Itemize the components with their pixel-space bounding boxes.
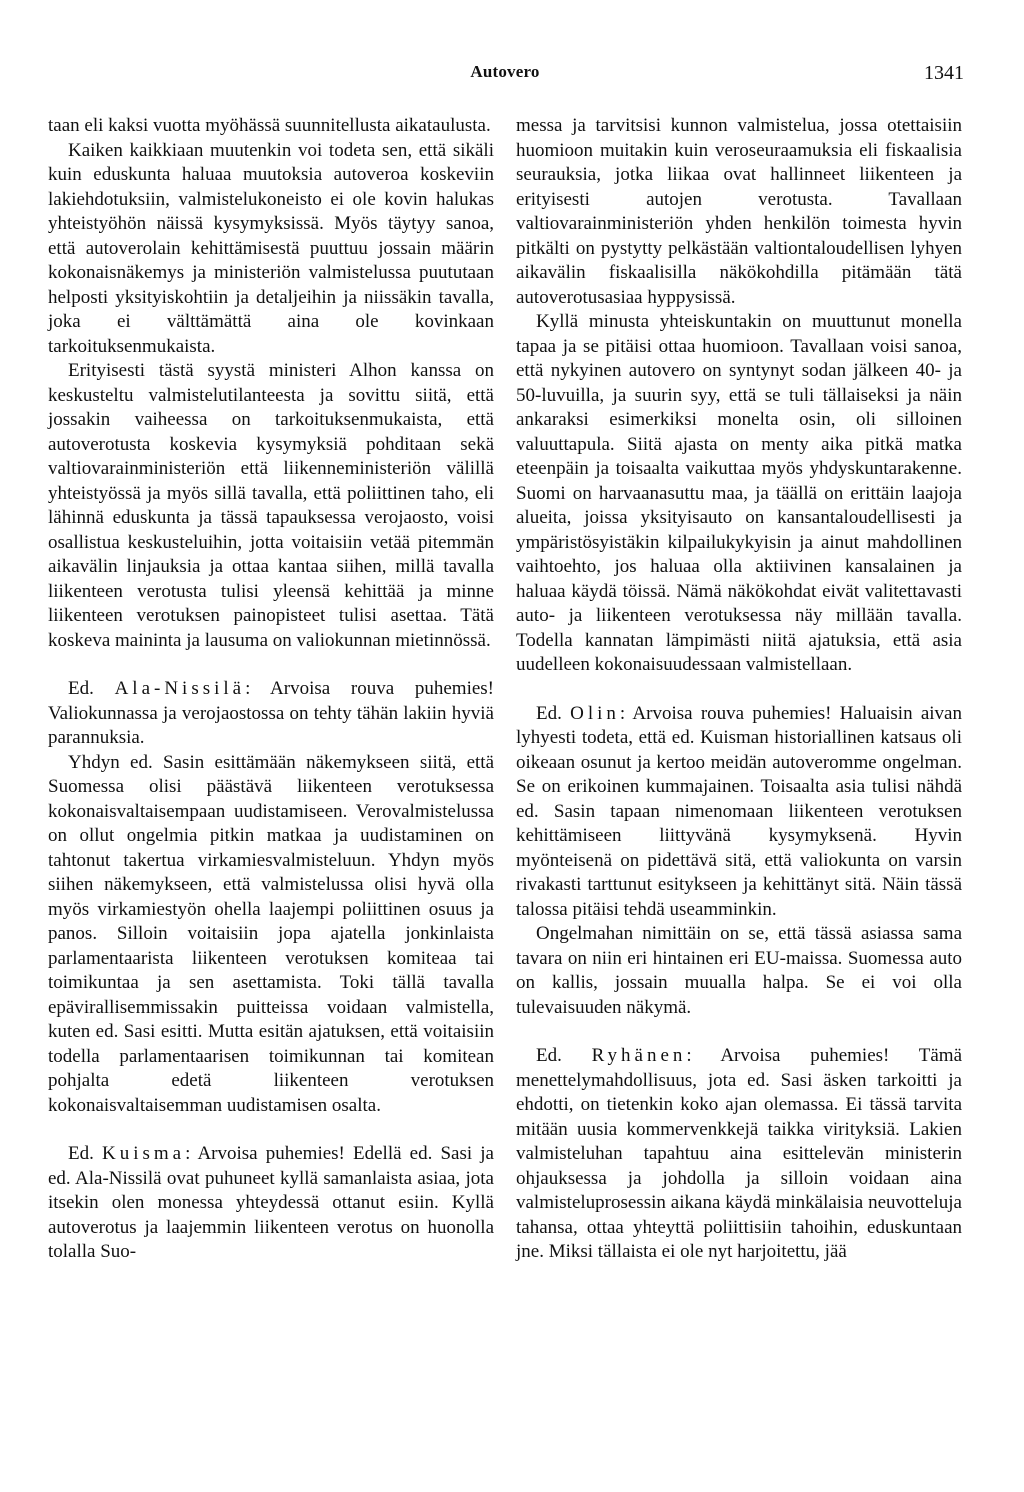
speaker-prefix: Ed. [68,678,115,699]
right-column [516,114,962,1265]
page-header [46,62,964,90]
paragraph: Erityisesti tästä syystä ministeri Alhon kanssa on keskusteltu valmistelutilanteesta ja sovittu siitä, että jossakin vaiheessa on tarkoituksenmukaista, että autoverotusta koskevia kysymyksiä pohditaan sekä valtiovarainministeriön että liikenneministeriön välillä yhteistyössä ja myös sillä tavalla, että poliittinen taho, eli lähinnä eduskunta ja tässä tapauksessa verojaosto, voisi osallistua keskusteluihin, jotta voitaisiin vetää pitemmän aikavälin linjauksia ja ottaa kantaa siihen, millä tavalla liikenteen verotusta tulisi yleensä kehittää ja minne liikenteen verotuksen painopisteet tulisi asettaa. Tätä koskeva maininta ja lausuma on valiokunnan mietinnössä. [48,360,494,651]
speaker-name: Ryhänen [591,1045,687,1066]
page-number: 1341 [924,62,964,84]
speaker-prefix: Ed. [68,1143,102,1164]
paragraph: Ongelmahan nimittäin on se, että tässä asiassa sama tavara on niin eri hintainen eri EU-maissa. Suomessa auto on kallis, jossain muualla halpa. Se ei voi olla tulevaisuuden näkymä. [516,923,962,1018]
paragraph: messa ja tarvitsisi kunnon valmistelua, jossa otettaisiin huomioon muitakin kuin veroseuraamuksia eli fiskaalisia seurauksia, jotka liikaa ovat hallinneet liikenteen ja erityisesti autojen verotusta. Tavallaan valtiovarainministeriön yhden henkilön toimesta hyvin pitkälti on pystytty pelkästään valtiontaloudellisen lyhyen aikavälin fiskaalisilla näkökohdilla pitämään tätä autoverotusasiaa hyppysissä. [516,115,962,308]
speech-olin [516,702,962,923]
speech-kuisma [48,1142,494,1265]
paragraph: Kyllä minusta yhteiskuntakin on muuttunut monella tapaa ja se pitäisi ottaa huomioon. Tavallaan voisi sanoa, että nykyinen autovero on syntynyt sodan jälkeen 40- ja 50-luvuilla, ja suurin syy, että se tuli tällaiseksi ja näin ankaraksi esimerkiksi monelta osin, oli silloinen valuuttapula. Siitä ajasta on menty aika pitkä matka eteenpäin ja toisaalta vaikuttaa myös yhdyskuntarakenne. Suomi on harvaanasuttu maa, ja täällä on erittäin laajoja alueita, joissa yksityisauto on kansantaloudellisesti ja ympäristösyistäkin kilpailukykyisin ja ainut mahdollinen vaihtoehto, jos haluaa olla aktiivinen kansalainen ja haluaa käydä töissä. Nämä näkökohdat eivät valitettavasti auto- ja liikenteen verotuksessa näy millään tavalla. Todella kannatan lämpimästi niitä ajatuksia, että asia uudelleen kokonaisuudessaan valmistellaan. [516,311,962,675]
speaker-name: Kuisma [101,1143,186,1164]
running-title: Autovero [470,62,540,81]
speaker-name: Ala-Nissilä [114,678,246,699]
speaker-prefix: Ed. [536,702,571,724]
speech-ryhanen [516,1044,962,1265]
paragraph: Kaiken kaikkiaan muutenkin voi todeta sen, että sikäli kuin eduskunta haluaa muutoksia autoveroa koskeviin lakiehdotuksiin, valmistelukoneisto ei ole kovin halukas yhteistyöhön näissä kysymyksissä. Myös täytyy sanoa, että autoverolain kehittämisestä puuttuu jossain määrin kokonaisnäkemys ja ministeriön valmistelussa puututaan helposti yksityiskohtiin ja detaljeihin ja niissäkin tavalla, joka ei välttämättä aina ole kovinkaan tarkoituksenmukaista. [48,139,494,357]
speaker-name: Olin [570,702,620,724]
left-column [48,114,494,1265]
paragraph: Yhdyn ed. Sasin esittämään näkemykseen siitä, että Suomessa olisi päästävä liikenteen verotuksessa kokonaisvaltaisempaan uudistamiseen. Verovalmistelussa on ollut ongelmia pitkin matkaa ja uudistaminen on tahtonut takertua virkamiesvalmisteluun. Yhdyn myös siihen näkemykseen, että valmistelussa olisi hyvä olla myös virkamiestyön ohella laajempi poliittinen osuus ja panos. Silloin voitaisiin jopa ajatella jonkinlaista parlamentaarista liikenteen verotuksen komiteaa tai toimikuntaa ja sen asettamista. Toki tällä tavalla epävirallisemmissakin puitteissa voidaan valmistella, kuten ed. Sasi esitti. Mutta esitän ajatuksen, että voitaisiin todella parlamentaarisen toimikunnan tai komitean pohjalta edetä liikenteen verotuksen kokonaisvaltaisemman uudistamisen osalta. [48,751,494,1116]
speech-ala-nissila [48,677,494,751]
speech-text: : Arvoisa puhemies! Edellä ed. Sasi ja ed. Ala-Nissilä ovat puhuneet kyllä samanlaista asiaa, jota itsekin olen monessa yhteydessä ottanut esiin. Kyllä autoverotus ja laajemmin liikenteen verotus on huonolla tolalla Suo- [48,1143,494,1262]
speech-text: : Arvoisa rouva puhemies! Haluaisin aivan lyhyesti todeta, että ed. Kuisman historiallinen katsaus oli oikeaan osunut ja kertoo meidän autoveromme ongelman. Se on erikoinen kummajainen. Toisaalta asia tulisi nähdä ed. Sasin tapaan nimenomaan liikenteen verotuksen kehittämiseen liittyvänä kysymyksenä. Hyvin myönteisenä on pidettävä sitä, että valiokunta on varsin rivakasti tarttunut esitykseen ja kehittänyt sitä. Näin tässä talossa pitäisi tehdä useamminkin. [516,702,962,920]
speaker-prefix: Ed. [536,1045,592,1066]
paragraph: taan eli kaksi vuotta myöhässä suunnitellusta aikataulusta. [48,115,491,136]
speech-text: : Arvoisa puhemies! Tämä menettelymahdollisuus, jota ed. Sasi äsken tarkoitti ja ehdotti, on tietenkin koko ajan olemassa. Ei tässä tarvita mitään uusia kommervenkkejä taikka virityksiä. Lakien valmisteluhan tapahtuu aina esittelevän ministerin ohjauksessa ja johdolla ja silloin voidaan aina valmisteluprosessin aikana käydä minkälaisia neuvotteluja tahansa, ottaa yhteyttä poliittisiin tahoihin, eduskuntaan jne. Miksi tällaista ei ole nyt harjoitettu, jää [516,1045,963,1262]
speech-text: : Arvoisa rouva puhemies! Valiokunnassa ja verojaostossa on tehty tähän lakiin hyviä parannuksia. [48,678,494,748]
